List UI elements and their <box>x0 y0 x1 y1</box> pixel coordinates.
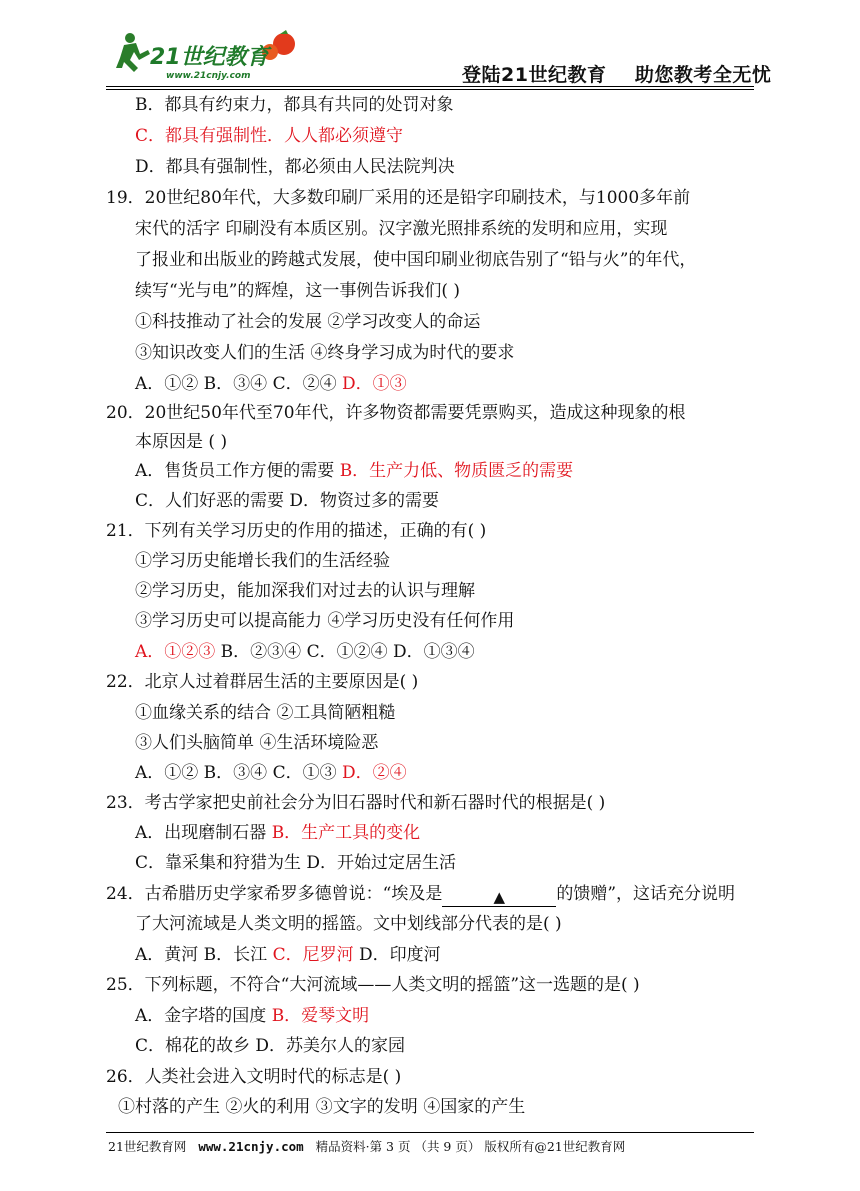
text-line: 20．20世纪50年代至70年代，许多物资都需要凭票购买，造成这种现象的根 <box>106 403 686 423</box>
text-line: ②学习历史，能加深我们对过去的认识与理解 <box>135 581 475 601</box>
text-line: C．人们好恶的需要 D．物资过多的需要 <box>135 491 440 511</box>
text-line: ①血缘关系的结合 ②工具简陋粗糙 <box>135 703 396 723</box>
logo-text: 21世纪教育 <box>150 45 269 70</box>
text-segment: A．黄河 B．长江 <box>135 945 273 965</box>
text-line: 19．20世纪80年代，大多数印刷厂采用的还是铅字印刷技术，与1000多年前 <box>106 188 691 208</box>
answer-highlight: C．都具有强制性．人人都必须遵守 <box>135 126 404 146</box>
text-segment: A．售货员工作方便的需要 <box>135 461 340 481</box>
text-line <box>135 369 407 399</box>
text-segment: A．金字塔的国度 <box>135 1006 272 1026</box>
text-line <box>135 637 475 667</box>
text-line: C．靠采集和狩猎为生 D．开始过定居生活 <box>135 853 457 873</box>
text-line: ③知识改变人们的生活 ④终身学习成为时代的要求 <box>135 343 515 363</box>
fill-blank <box>442 888 556 907</box>
text-segment: 的馈赠”，这话充分说明 <box>556 884 736 904</box>
footer-rule <box>106 1132 754 1133</box>
runner-icon <box>116 33 150 72</box>
text-line: ①学习历史能增长我们的生活经验 <box>135 551 390 571</box>
text-line: 续写“光与电”的辉煌，这一事例告诉我们( ) <box>135 281 461 301</box>
answer-highlight: B．生产工具的变化 <box>271 823 421 843</box>
text-line: ③人们头脑简单 ④生活环境险恶 <box>135 733 379 753</box>
answer-highlight: B．爱琴文明 <box>271 1006 370 1026</box>
answer-highlight: D．①③ <box>342 374 407 394</box>
text-segment: B．②③④ C．①②④ D．①③④ <box>215 642 475 662</box>
header-slogan: 登陆21世纪教育 助您教考全无忧 <box>462 64 772 86</box>
text-line: B．都具有约束力，都具有共同的处罚对象 <box>135 95 454 115</box>
text-line: 了大河流域是人类文明的摇篮。文中划线部分代表的是( ) <box>135 914 562 934</box>
triangle-marker-icon: ▲ <box>493 888 506 906</box>
footer-site: 21世纪教育网 <box>108 1139 199 1154</box>
text-line: ①村落的产生 ②火的利用 ③文字的发明 ④国家的产生 <box>118 1097 526 1117</box>
text-line: ③学习历史可以提高能力 ④学习历史没有任何作用 <box>135 611 515 631</box>
header-rule-top <box>106 86 754 87</box>
answer-highlight: C．尼罗河 <box>272 945 354 965</box>
text-line: 宋代的活字 印刷没有本质区别。汉字激光照排系统的发明和应用，实现 <box>135 219 668 239</box>
text-line <box>135 818 420 848</box>
text-line: 了报业和出版业的跨越式发展，使中国印刷业彻底告别了“铅与火”的年代， <box>135 250 697 270</box>
answer-highlight: B．生产力低、物质匮乏的需要 <box>339 461 574 481</box>
text-segment: A．出现磨制石器 <box>135 823 272 843</box>
footer-url[interactable]: www.21cnjy.com <box>198 1139 304 1154</box>
text-line: 21．下列有关学习历史的作用的描述，正确的有( ) <box>106 521 487 541</box>
text-line: 本原因是 ( ) <box>135 432 228 452</box>
text-line <box>135 940 441 970</box>
text-line: ①科技推动了社会的发展 ②学习改变人的命运 <box>135 312 481 332</box>
text-line: 25．下列标题，不符合“大河流域——人类文明的摇篮”这一选题的是( ) <box>106 975 640 995</box>
text-line: 23．考古学家把史前社会分为旧石器时代和新石器时代的根据是( ) <box>106 793 606 813</box>
logo-url: www.21cnjy.com <box>166 71 251 81</box>
text-line: 22．北京人过着群居生活的主要原因是( ) <box>106 672 419 692</box>
text-segment: D．印度河 <box>353 945 441 965</box>
footer-page-info: 精品资料·第 3 页 （共 9 页） 版权所有@21世纪教育网 <box>303 1139 626 1154</box>
text-segment: 24．古希腊历史学家希罗多德曾说：“埃及是 <box>106 884 443 904</box>
text-line: 26．人类社会进入文明时代的标志是( ) <box>106 1067 402 1087</box>
text-segment: A．①② B．③④ C．①③ <box>135 763 342 783</box>
text-line: D．都具有强制性，都必须由人民法院判决 <box>135 157 455 177</box>
text-line <box>135 758 407 788</box>
text-segment: A．①② B．③④ C．②④ <box>135 374 342 394</box>
text-line <box>135 456 573 486</box>
text-line: C．棉花的故乡 D．苏美尔人的家园 <box>135 1036 406 1056</box>
answer-highlight: A．①②③ <box>135 642 216 662</box>
site-logo <box>114 28 304 86</box>
answer-highlight: D．②④ <box>342 763 407 783</box>
page-footer <box>108 1137 625 1155</box>
text-line <box>135 1001 369 1031</box>
text-line <box>106 879 735 909</box>
